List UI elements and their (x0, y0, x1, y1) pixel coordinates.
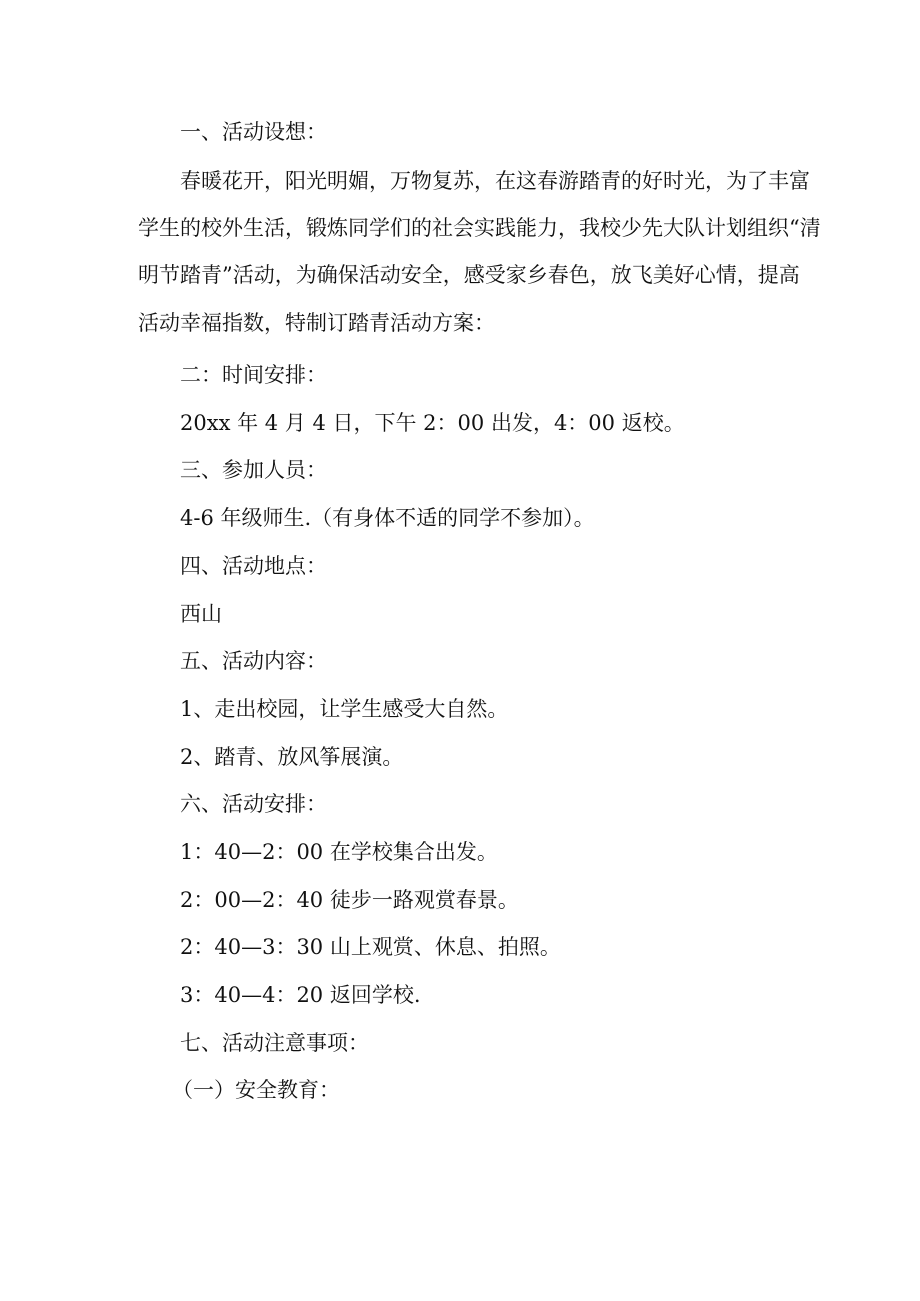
section-heading-precautions: 七、活动注意事项： (180, 1031, 369, 1055)
schedule-item: 1：40—2：00 在学校集合出发。 (180, 840, 498, 864)
schedule-item: 2：00—2：40 徒步一路观赏春景。 (180, 888, 519, 912)
paragraph-line: 明节踏青”活动，为确保活动安全，感受家乡春色，放飞美好心情，提高 (138, 263, 800, 287)
time-schedule-text: 20xx 年 4 月 4 日，下午 2：00 出发，4：00 返校。 (180, 411, 685, 435)
subsection-heading-safety-education: （一）安全教育： (172, 1078, 340, 1102)
paragraph-line: 春暖花开，阳光明媚，万物复苏，在这春游踏青的好时光，为了丰富 (180, 169, 810, 193)
section-heading-location: 四、活动地点： (180, 554, 327, 578)
paragraph-line: 学生的校外生活，锻炼同学们的社会实践能力，我校少先大队计划组织“清 (138, 216, 821, 240)
list-item: 2、踏青、放风筝展演。 (180, 745, 404, 769)
section-heading-activity-concept: 一、活动设想： (180, 120, 327, 144)
section-heading-time-schedule: 二：时间安排： (180, 363, 327, 387)
section-heading-participants: 三、参加人员： (180, 458, 327, 482)
paragraph-line: 活动幸福指数，特制订踏青活动方案： (138, 311, 495, 335)
participants-text: 4-6 年级师生.（有身体不适的同学不参加）。 (180, 506, 595, 530)
section-heading-activity-content: 五、活动内容： (180, 649, 327, 673)
schedule-item: 2：40—3：30 山上观赏、休息、拍照。 (180, 935, 561, 959)
schedule-item: 3：40—4：20 返回学校. (180, 983, 421, 1007)
location-text: 西山 (180, 602, 222, 626)
list-item: 1、走出校园，让学生感受大自然。 (180, 697, 509, 721)
section-heading-activity-arrangement: 六、活动安排： (180, 792, 327, 816)
